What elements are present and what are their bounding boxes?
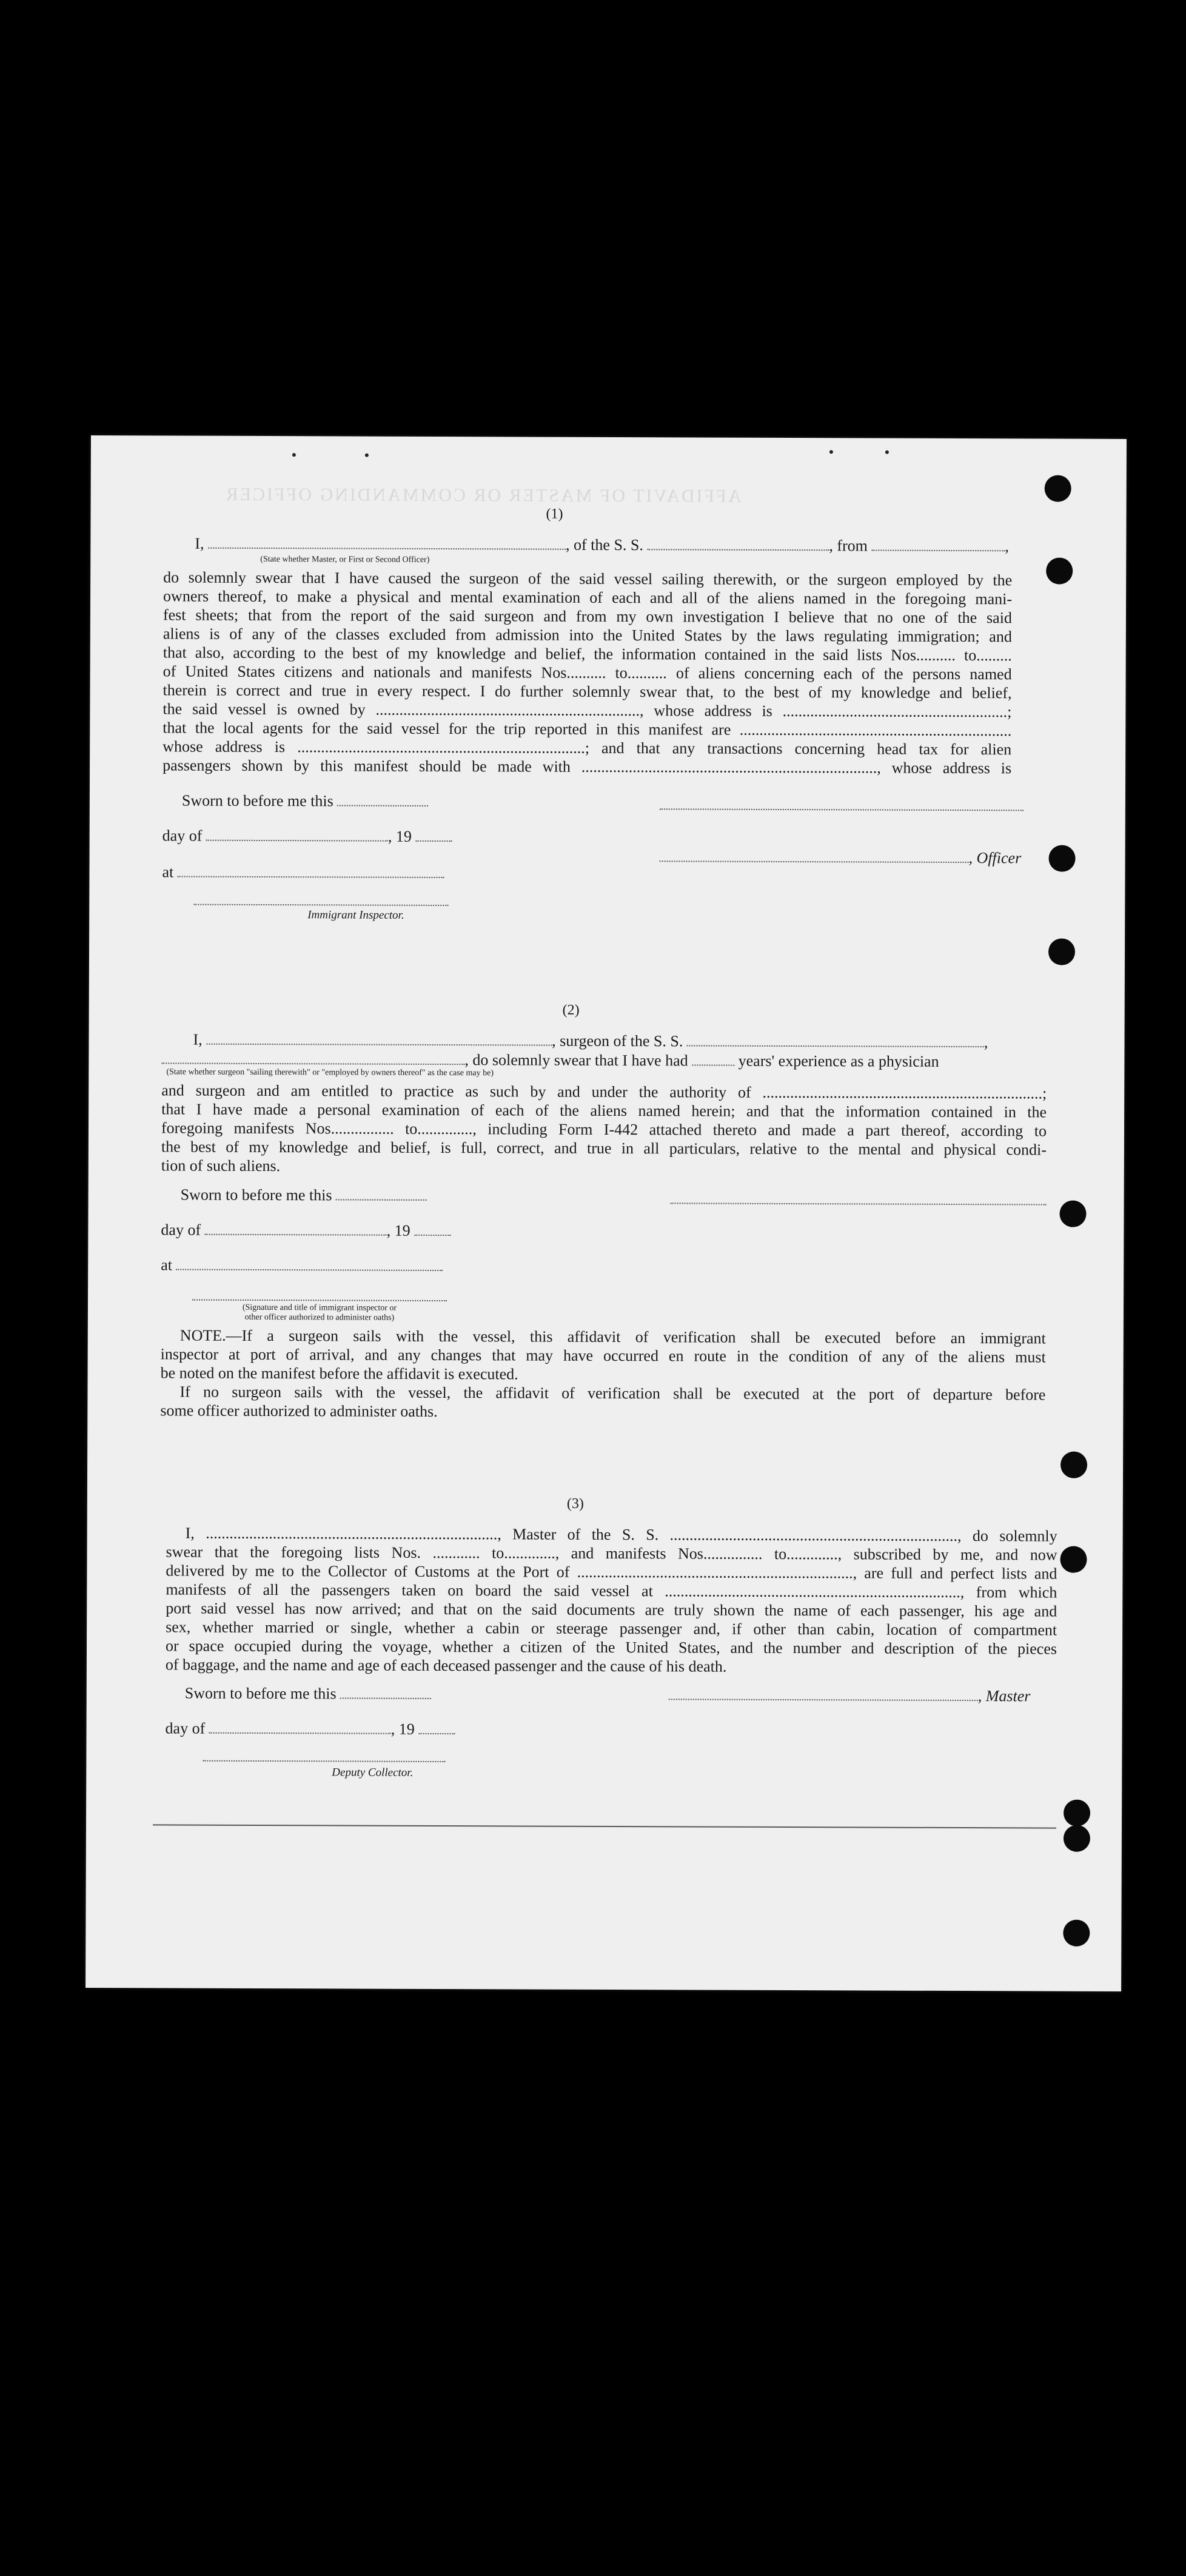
s3-sworn-field[interactable] — [340, 1686, 431, 1699]
s2-swear-label: , do solemnly swear that I have had — [464, 1051, 688, 1070]
s2-body-line: tion of such aliens. — [161, 1156, 281, 1175]
s2-sig-caption-2: other officer authorized to administer oaths) — [244, 1312, 395, 1323]
s2-note-line: some officer authorized to administer oaths. — [160, 1401, 438, 1421]
punch-hole-7 — [1060, 1546, 1087, 1573]
speck — [829, 450, 833, 454]
s2-year-field[interactable] — [414, 1224, 451, 1236]
punch-hole-4 — [1048, 939, 1075, 965]
s2-sworn-label: Sworn to before me this — [180, 1186, 332, 1204]
s1-body-line: the said vessel is owned by ..................................................................., whose address is .........................................................; — [162, 700, 1012, 721]
s2-note-line: be noted on the manifest before the affidavit is executed. — [160, 1364, 518, 1383]
s2-at-field[interactable] — [176, 1258, 443, 1271]
s2-comma: , — [983, 1033, 988, 1052]
s1-body-line: owners thereof, to make a physical and mental examination of each and all of the aliens named in the foregoing mani- — [163, 587, 1013, 608]
punch-hole-6 — [1060, 1452, 1087, 1478]
punch-hole-1 — [1045, 475, 1071, 501]
s3-body-line: swear that the foregoing lists Nos. ............ to............., and manifests Nos............... to............., subscribed by me, and now — [166, 1543, 1057, 1564]
punch-hole-10 — [1063, 1920, 1090, 1947]
s2-day-label: day of — [161, 1221, 201, 1239]
s1-day-field[interactable] — [206, 829, 388, 842]
s2-sworn-field[interactable] — [336, 1188, 427, 1201]
s3-day-field[interactable] — [209, 1722, 391, 1734]
s2-note-text: —If a surgeon sails with the vessel, this affidavit of verification shall be executed before an immigrant — [226, 1326, 1046, 1347]
s1-from-label: , from — [829, 537, 868, 555]
s2-note-line — [161, 1326, 1046, 1347]
s2-note-line: If no surgeon sails with the vessel, the affidavit of verification shall be executed at the port of departure before — [179, 1383, 1046, 1404]
s2-line1 — [193, 1030, 988, 1052]
s3-body-line: I, .........................................................................., Master of the S. S. ........................................................................., do solemnly — [185, 1524, 1057, 1545]
punch-hole-9 — [1064, 1825, 1090, 1852]
s1-day-label: day of — [162, 827, 203, 845]
s1-name-field[interactable] — [208, 537, 566, 550]
s1-body-line: that the local agents for the said vessel for the trip reported in this manifest are ..................................................................... — [162, 719, 1012, 740]
s2-years-field[interactable] — [692, 1053, 734, 1065]
s1-vessel-label: , of the S. S. — [565, 535, 643, 554]
s2-note-label: NOTE. — [179, 1326, 226, 1344]
s2-day — [161, 1220, 451, 1240]
s3-sworn — [185, 1684, 431, 1703]
punch-hole-2 — [1046, 558, 1073, 585]
s1-body-line: that also, according to the best of my knowledge and belief, the information contained in the said lists Nos.......... to......... — [162, 643, 1012, 665]
s2-year-label: , 19 — [386, 1221, 410, 1239]
punch-hole-5 — [1059, 1201, 1086, 1227]
s1-body-line: fest sheets; that from the report of the said surgeon and from my own investigation I believe that no one of the said — [162, 606, 1013, 627]
s2-at — [161, 1255, 443, 1275]
document-page — [85, 435, 1127, 1991]
s1-at-field[interactable] — [178, 865, 444, 879]
s1-at-label: at — [162, 863, 174, 881]
section-3-heading: (3) — [566, 1495, 584, 1512]
s3-day-label: day of — [165, 1719, 206, 1737]
s2-day-field[interactable] — [205, 1223, 387, 1236]
s1-comma: , — [1005, 537, 1009, 555]
s1-vessel-field[interactable] — [647, 538, 829, 551]
bleed-through-text: AFFIDAVIT OF MASTER OR COMMANDING OFFICER — [224, 484, 742, 506]
s3-year-field[interactable] — [418, 1722, 455, 1734]
s1-body-line: therein is correct and true in every respect. I do further solemnly swear that, to the best of my knowledge and belief, — [162, 681, 1012, 702]
s3-body-line: sex, whether married or single, whether a cabin or steerage passenger and, if other than cabin, location of compartment — [166, 1618, 1057, 1639]
s2-officer-signature-line[interactable] — [192, 1300, 447, 1301]
s2-body — [161, 1081, 1047, 1178]
s1-year-label: , 19 — [387, 827, 412, 845]
s1-line1 — [195, 534, 1009, 556]
s2-body-line: the best of my knowledge and belief, is full, correct, and true in all particulars, relative to the mental and physical condi- — [161, 1138, 1047, 1159]
speck — [885, 451, 889, 454]
s2-signature-line[interactable] — [671, 1202, 1047, 1205]
bottom-rule — [153, 1824, 1056, 1828]
s2-i-label: I, — [193, 1030, 203, 1048]
s3-master-label: , Master — [977, 1687, 1031, 1705]
s1-i-label: I, — [195, 534, 204, 552]
s1-officer-field[interactable] — [660, 850, 969, 863]
s2-surgeon-label: , surgeon of the S. S. — [552, 1031, 683, 1050]
s2-years-label: years' experience as a physician — [738, 1052, 939, 1070]
s3-body-line: delivered by me to the Collector of Customs at the Port of ......................................................................, are full and perfect lists and — [166, 1561, 1057, 1583]
s1-body-line: whose address is .........................................................................; and that any transactions concerning head tax for alien — [162, 737, 1012, 759]
speck — [365, 454, 369, 457]
s2-body-line: and surgeon and am entitled to practice as such by and under the authority of .......................................................................; — [161, 1081, 1047, 1102]
s1-body-line: do solemnly swear that I have caused the surgeon of the said vessel sailing therewith, or the surgeon employed by the — [163, 568, 1013, 589]
s2-body-line: that I have made a personal examination of each of the aliens named herein; and that the information contained in the — [161, 1100, 1047, 1121]
s2-name-field[interactable] — [206, 1033, 552, 1046]
s1-officer-label: , Officer — [968, 849, 1022, 867]
s3-body-line: of baggage, and the name and age of each deceased passenger and the cause of his death. — [165, 1655, 727, 1675]
s1-day — [162, 826, 452, 846]
s3-day — [166, 1719, 455, 1739]
s3-collector-signature-line[interactable] — [203, 1760, 445, 1762]
section-2-heading: (2) — [562, 1002, 580, 1018]
s3-master-field[interactable] — [669, 1688, 978, 1701]
s2-note — [160, 1326, 1046, 1423]
s1-body-line: of United States citizens and nationals and manifests Nos.......... to.......... of aliens concerning each of the persons named — [162, 662, 1012, 683]
speck — [292, 453, 296, 457]
s3-body — [166, 1523, 1057, 1677]
section-1-heading: (1) — [546, 506, 563, 522]
s3-body-line: or space occupied during the voyage, whether a citizen of the United States, and the number and description of the pieces — [165, 1637, 1057, 1658]
s2-body-line: foregoing manifests Nos................ to.............., including Form I-442 attached thereto and made a part thereof, according to — [161, 1119, 1047, 1140]
s2-vessel-field[interactable] — [687, 1034, 984, 1047]
punch-hole-3 — [1048, 845, 1075, 872]
s1-sworn-field[interactable] — [337, 794, 428, 807]
s1-officer-line — [660, 847, 1022, 867]
s2-sworn — [181, 1186, 427, 1205]
s3-year-label: , 19 — [390, 1720, 415, 1738]
s1-signature-line-top[interactable] — [660, 808, 1024, 811]
s1-sworn — [182, 791, 428, 811]
s3-sworn-label: Sworn to before me this — [184, 1684, 337, 1703]
s1-caption: (State whether Master, or First or Second Officer) — [260, 554, 430, 565]
s1-body-line: aliens is of any of the classes excluded from admission into the United States by the laws regulating immigration; and — [162, 625, 1012, 646]
s1-from-field[interactable] — [871, 538, 1005, 551]
s2-sig-caption-1: (Signature and title of immigrant inspector or — [242, 1303, 397, 1313]
s2-note-line: inspector at port of arrival, and any changes that may have occurred en route in the condition of any of the aliens must — [160, 1345, 1046, 1366]
s2-capacity-field[interactable] — [161, 1052, 464, 1065]
s3-body-line: port said vessel has now arrived; and that on the said documents are truly shown the name of each passenger, his age and — [166, 1599, 1057, 1620]
s1-sworn-label: Sworn to before me this — [181, 791, 333, 810]
s3-master-line — [669, 1685, 1031, 1705]
s1-at — [162, 862, 444, 882]
s3-body-line: manifests of all the passengers taken on board the said vessel at ..........................................................................., from which — [166, 1580, 1057, 1602]
s2-at-label: at — [161, 1256, 173, 1274]
punch-hole-8 — [1064, 1800, 1090, 1826]
s1-year-field[interactable] — [415, 830, 452, 842]
s2-caption: (State whether surgeon "sailing therewith" or "employed by owners thereof" as the case may be) — [166, 1067, 494, 1078]
s3-collector-caption: Deputy Collector. — [332, 1766, 414, 1779]
s1-body-line: passengers shown by this manifest should be made with ..........................................................................., whose address is — [162, 756, 1012, 777]
s1-inspector-caption: Immigrant Inspector. — [307, 908, 404, 922]
s1-body — [162, 568, 1012, 777]
